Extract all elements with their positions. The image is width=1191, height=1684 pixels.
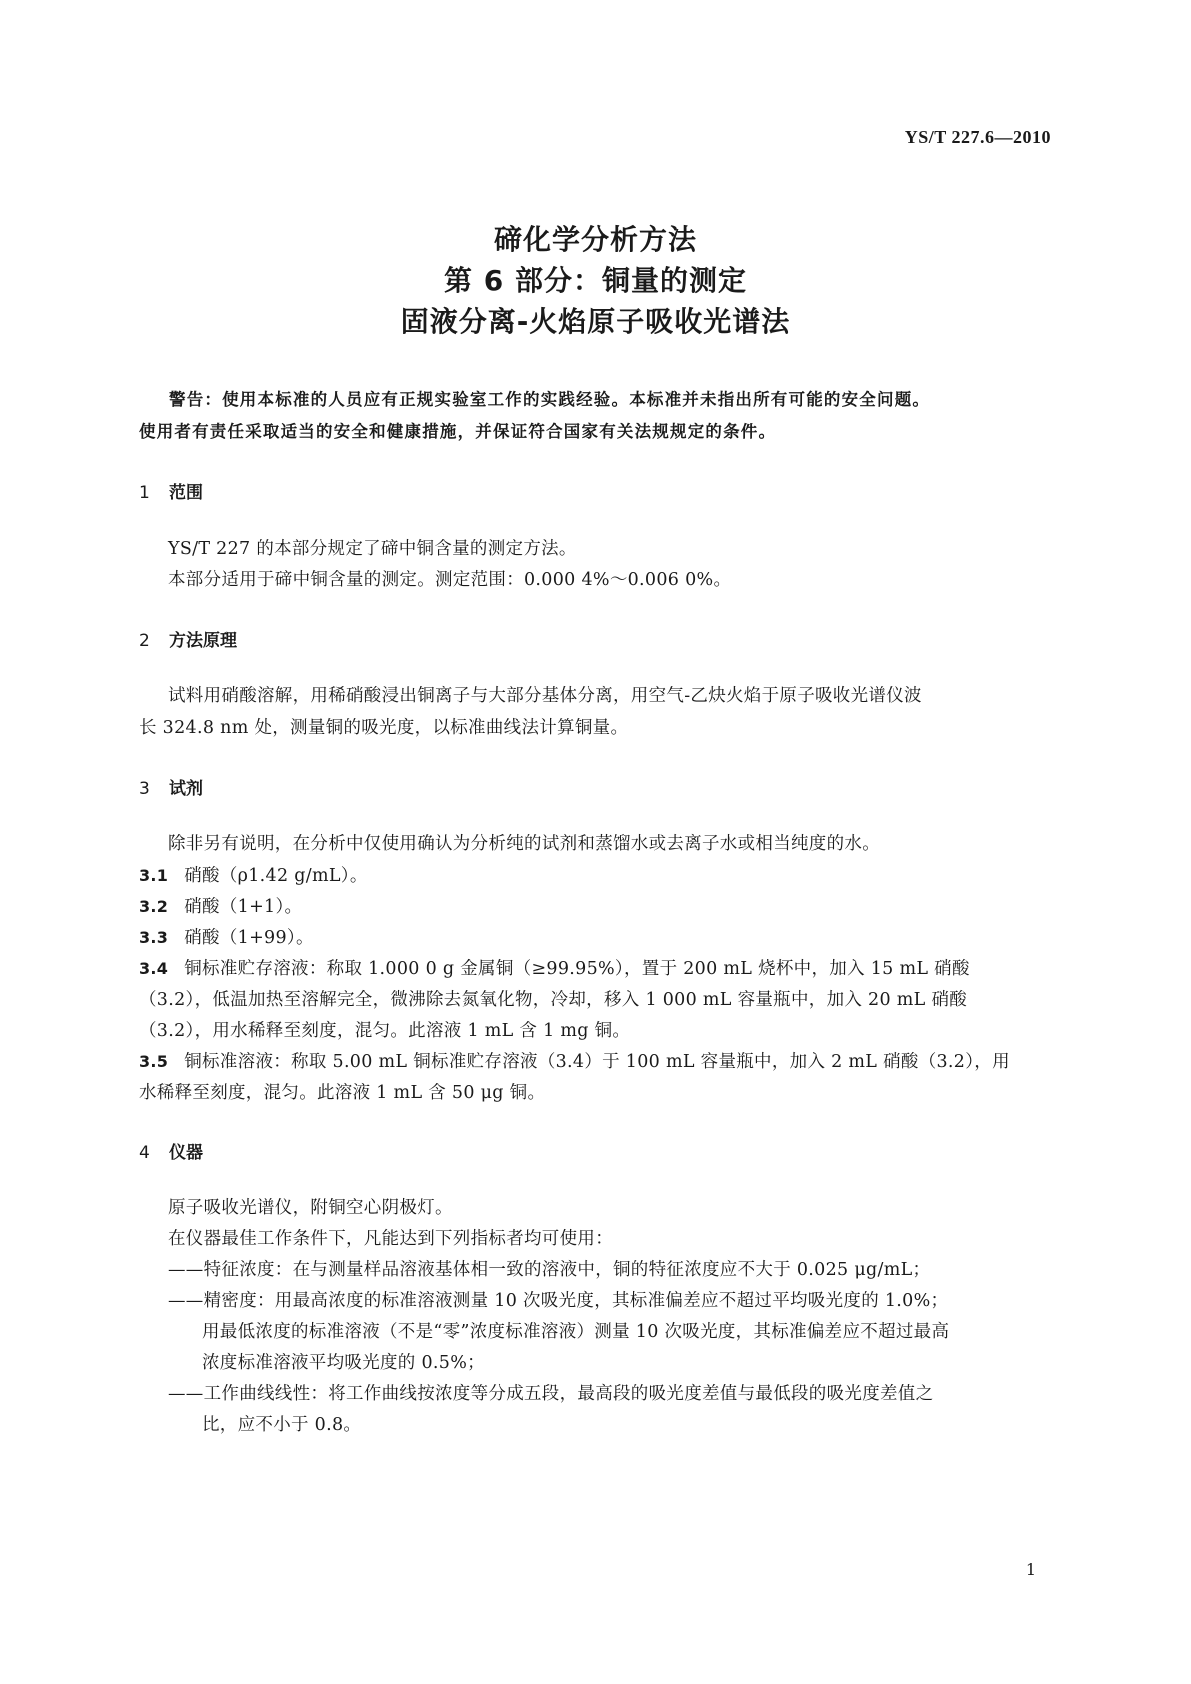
indicator-linearity-line-2: 比，应不小于 0.8。 bbox=[202, 1415, 362, 1435]
section-number: 2 bbox=[139, 631, 150, 651]
clause-number: 3.2 bbox=[139, 897, 169, 916]
doc-title-line-2: 第 6 部分：铜量的测定 bbox=[444, 264, 747, 297]
warning-line-1: 警告：使用本标准的人员应有正规实验室工作的实践经验。本标准并未指出所有可能的安全问题。 bbox=[169, 390, 931, 409]
indicator-precision-line-2: 用最低浓度的标准溶液（不是“零”浓度标准溶液）测量 10 次吸光度，其标准偏差应不超过最高 bbox=[202, 1322, 950, 1342]
indicator-linearity-line-1: ——工作曲线线性：将工作曲线按浓度等分成五段，最高段的吸光度差值与最低段的吸光度差值之 bbox=[168, 1384, 934, 1404]
indicator-precision-line-1: ——精密度：用最高浓度的标准溶液测量 10 次吸光度，其标准偏差应不超过平均吸光度的 1.0%； bbox=[168, 1291, 949, 1311]
warning-line-2: 使用者有责任采取适当的安全和健康措施，并保证符合国家有关法规规定的条件。 bbox=[139, 422, 777, 441]
reagent-3-5-line-2: 水稀释至刻度，混匀。此溶液 1 mL 含 50 μg 铜。 bbox=[139, 1083, 546, 1103]
section-1-heading bbox=[139, 478, 203, 503]
section-title: 试剂 bbox=[169, 779, 203, 799]
section-4-heading bbox=[139, 1138, 203, 1163]
section-title: 方法原理 bbox=[169, 631, 237, 651]
clause-text: 硝酸（1+1）。 bbox=[184, 897, 303, 917]
clause-text: 铜标准溶液：称取 5.00 mL 铜标准贮存溶液（3.4）于 100 mL 容量瓶中，加入 2 mL 硝酸（3.2），用 bbox=[184, 1052, 1010, 1072]
reagent-3-4-line-1 bbox=[139, 955, 970, 980]
section-title: 范围 bbox=[169, 483, 203, 503]
indicator-characteristic-concentration: ——特征浓度：在与测量样品溶液基体相一致的溶液中，铜的特征浓度应不大于 0.025 μg/mL； bbox=[168, 1260, 931, 1280]
clause-number: 3.1 bbox=[139, 866, 169, 885]
doc-title-line-1: 碲化学分析方法 bbox=[493, 223, 697, 256]
section-2-line-1: 试料用硝酸溶解，用稀硝酸浸出铜离子与大部分基体分离，用空气-乙炔火焰于原子吸收光谱仪波 bbox=[168, 686, 922, 706]
clause-text: 硝酸（ρ1.42 g/mL）。 bbox=[184, 866, 368, 886]
standard-code: YS/T 227.6—2010 bbox=[904, 127, 1051, 147]
section-1-para-2: 本部分适用于碲中铜含量的测定。测定范围：0.000 4%～0.006 0%。 bbox=[168, 570, 732, 590]
section-3-heading bbox=[139, 774, 203, 799]
reagent-3-2 bbox=[139, 893, 302, 918]
section-title: 仪器 bbox=[169, 1143, 203, 1163]
section-3-intro: 除非另有说明，在分析中仅使用确认为分析纯的试剂和蒸馏水或去离子水或相当纯度的水。 bbox=[168, 834, 880, 854]
section-number: 1 bbox=[139, 483, 150, 503]
clause-text: 硝酸（1+99）。 bbox=[184, 928, 314, 948]
section-number: 3 bbox=[139, 779, 150, 799]
reagent-3-4-line-3: （3.2），用水稀释至刻度，混匀。此溶液 1 mL 含 1 mg 铜。 bbox=[139, 1021, 631, 1041]
section-2-line-2: 长 324.8 nm 处，测量铜的吸光度，以标准曲线法计算铜量。 bbox=[139, 718, 629, 738]
reagent-3-1 bbox=[139, 862, 368, 887]
section-1-para-1: YS/T 227 的本部分规定了碲中铜含量的测定方法。 bbox=[168, 539, 577, 559]
indicator-precision-line-3: 浓度标准溶液平均吸光度的 0.5%； bbox=[202, 1353, 485, 1373]
section-2-heading bbox=[139, 626, 237, 651]
clause-number: 3.4 bbox=[139, 959, 169, 978]
clause-number: 3.5 bbox=[139, 1052, 169, 1071]
clause-number: 3.3 bbox=[139, 928, 169, 947]
section-4-para-1: 原子吸收光谱仪，附铜空心阴极灯。 bbox=[168, 1198, 453, 1218]
reagent-3-5-line-1 bbox=[139, 1048, 1010, 1073]
page-number: 1 bbox=[1025, 1560, 1036, 1579]
reagent-3-3 bbox=[139, 924, 314, 949]
section-number: 4 bbox=[139, 1143, 150, 1163]
reagent-3-4-line-2: （3.2），低温加热至溶解完全，微沸除去氮氧化物，冷却，移入 1 000 mL 容量瓶中，加入 20 mL 硝酸 bbox=[139, 990, 968, 1010]
clause-text: 铜标准贮存溶液：称取 1.000 0 g 金属铜（≥99.95%），置于 200 mL 烧杯中，加入 15 mL 硝酸 bbox=[184, 959, 970, 979]
doc-title-line-3: 固液分离-火焰原子吸收光谱法 bbox=[400, 305, 791, 338]
section-4-para-2: 在仪器最佳工作条件下，凡能达到下列指标者均可使用： bbox=[168, 1229, 613, 1249]
